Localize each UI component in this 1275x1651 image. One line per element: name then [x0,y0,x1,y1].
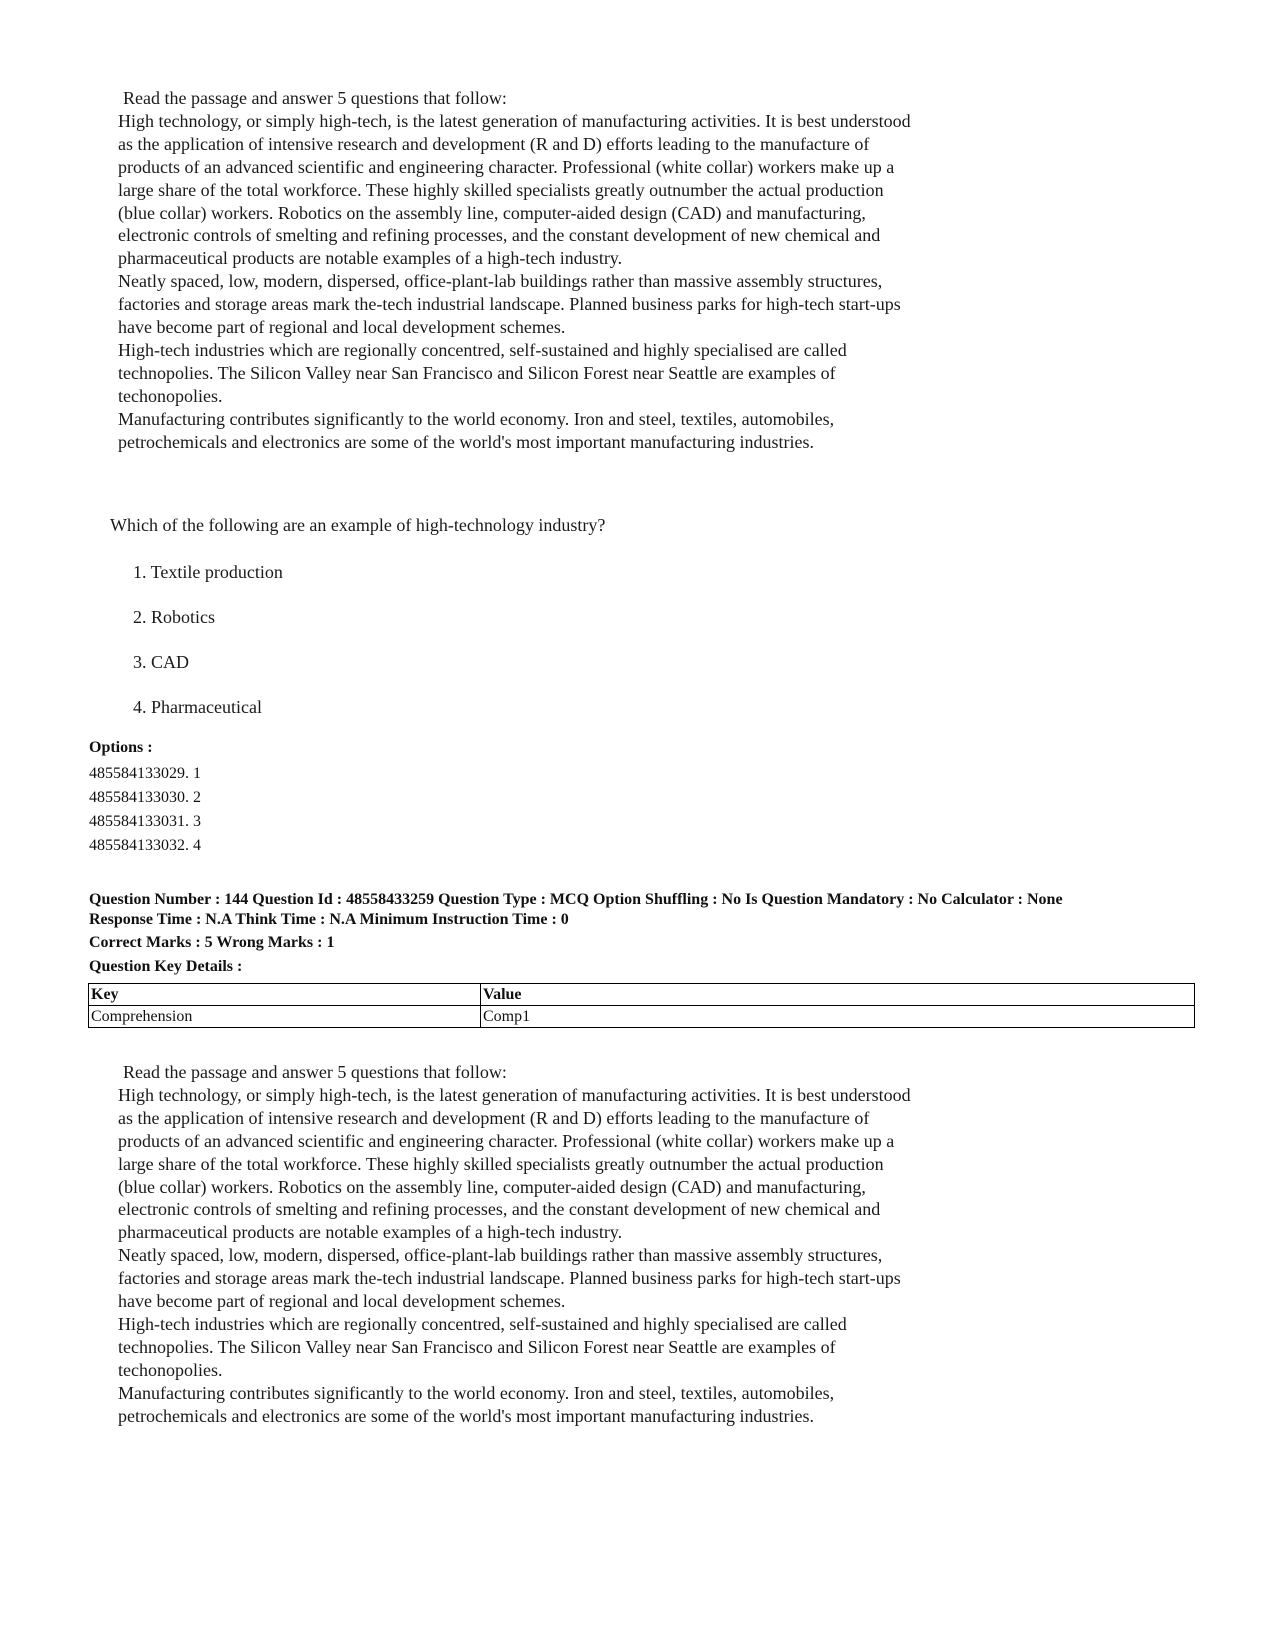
passage-line: have become part of regional and local development schemes. [118,1291,566,1312]
passage-line: as the application of intensive research and development (R and D) efforts leading to the manufacture of [118,1107,870,1128]
passage-line: (blue collar) workers. Robotics on the assembly line, computer-aided design (CAD) and manufacturing, [118,202,866,223]
passage-line: electronic controls of smelting and refining processes, and the constant development of new chemical and [118,225,881,246]
passage-block [118,1061,998,1428]
passage-line: Neatly spaced, low, modern, dispersed, office-plant-lab buildings rather than massive assembly structures, [118,271,883,292]
passage-line: technopolies. The Silicon Valley near San Francisco and Silicon Forest near Seattle are examples of [118,1336,836,1357]
key-details-table [88,983,1195,1028]
option-item: 485584133032. 4 [89,837,201,854]
passage-line: pharmaceutical products are notable examples of a high-tech industry. [118,248,623,269]
passage-line: (blue collar) workers. Robotics on the assembly line, computer-aided design (CAD) and manufacturing, [118,1176,866,1197]
passage-line: products of an advanced scientific and engineering character. Professional (white collar) workers make up a [118,1130,895,1151]
passage-line: Neatly spaced, low, modern, dispersed, office-plant-lab buildings rather than massive assembly structures, [118,1245,883,1266]
passage-line: Manufacturing contributes significantly to the world economy. Iron and steel, textiles, automobiles, [118,1382,835,1403]
passage-intro: Read the passage and answer 5 questions that follow: [123,1062,507,1082]
table-row [89,1006,1195,1028]
statement-item: 4. Pharmaceutical [133,697,262,717]
table-cell: Comprehension [89,1006,481,1028]
passage-line: pharmaceutical products are notable examples of a high-tech industry. [118,1222,623,1243]
passage-line: factories and storage areas mark the-tech industrial landscape. Planned business parks for high-tech start-ups [118,294,901,315]
passage-line: Manufacturing contributes significantly to the world economy. Iron and steel, textiles, automobiles, [118,408,835,429]
option-item: 485584133031. 3 [89,813,201,830]
passage-line: techonopolies. [118,1359,223,1380]
passage-line: products of an advanced scientific and engineering character. Professional (white collar) workers make up a [118,156,895,177]
key-details-heading: Question Key Details : [89,958,243,975]
passage-line: petrochemicals and electronics are some of the world's most important manufacturing industries. [118,1405,815,1426]
statement-item: 1. Textile production [133,562,283,582]
passage-line: technopolies. The Silicon Valley near San Francisco and Silicon Forest near Seattle are examples of [118,362,836,383]
statement-item: 3. CAD [133,652,190,672]
passage-line: have become part of regional and local development schemes. [118,317,566,338]
passage-line: High-tech industries which are regionally concentred, self-sustained and highly specialised are called [118,339,847,360]
question-marks: Correct Marks : 5 Wrong Marks : 1 [89,934,335,951]
question-meta: Question Number : 144 Question Id : 48558433259 Question Type : MCQ Option Shuffling : No Is Question Mandatory : No Calculator : None [89,891,1063,908]
statement-list [133,560,283,740]
table-cell: Comp1 [481,1006,1195,1028]
passage-line: High technology, or simply high-tech, is the latest generation of manufacturing activities. It is best understood [118,1084,911,1105]
passage-line: large share of the total workforce. These highly skilled specialists greatly outnumber the actual production [118,1153,884,1174]
table-header-row [89,984,1195,1006]
passage-block [118,87,998,454]
statement-item: 2. Robotics [133,607,216,627]
table-header-cell: Value [481,984,1195,1006]
passage-line: electronic controls of smelting and refining processes, and the constant development of new chemical and [118,1199,881,1220]
question-timing: Response Time : N.A Think Time : N.A Minimum Instruction Time : 0 [89,911,569,928]
passage-line: large share of the total workforce. These highly skilled specialists greatly outnumber the actual production [118,179,884,200]
options-heading: Options : [89,739,153,756]
question-text: Which of the following are an example of high-technology industry? [110,515,606,535]
options-list [89,762,201,858]
passage-line: High technology, or simply high-tech, is the latest generation of manufacturing activities. It is best understood [118,110,911,131]
passage-line: petrochemicals and electronics are some of the world's most important manufacturing industries. [118,431,815,452]
option-item: 485584133029. 1 [89,765,201,782]
option-item: 485584133030. 2 [89,789,201,806]
table-header-cell: Key [89,984,481,1006]
passage-line: High-tech industries which are regionally concentred, self-sustained and highly specialised are called [118,1313,847,1334]
passage-intro: Read the passage and answer 5 questions that follow: [123,88,507,108]
passage-line: as the application of intensive research and development (R and D) efforts leading to the manufacture of [118,133,870,154]
passage-line: techonopolies. [118,385,223,406]
passage-line: factories and storage areas mark the-tech industrial landscape. Planned business parks for high-tech start-ups [118,1268,901,1289]
